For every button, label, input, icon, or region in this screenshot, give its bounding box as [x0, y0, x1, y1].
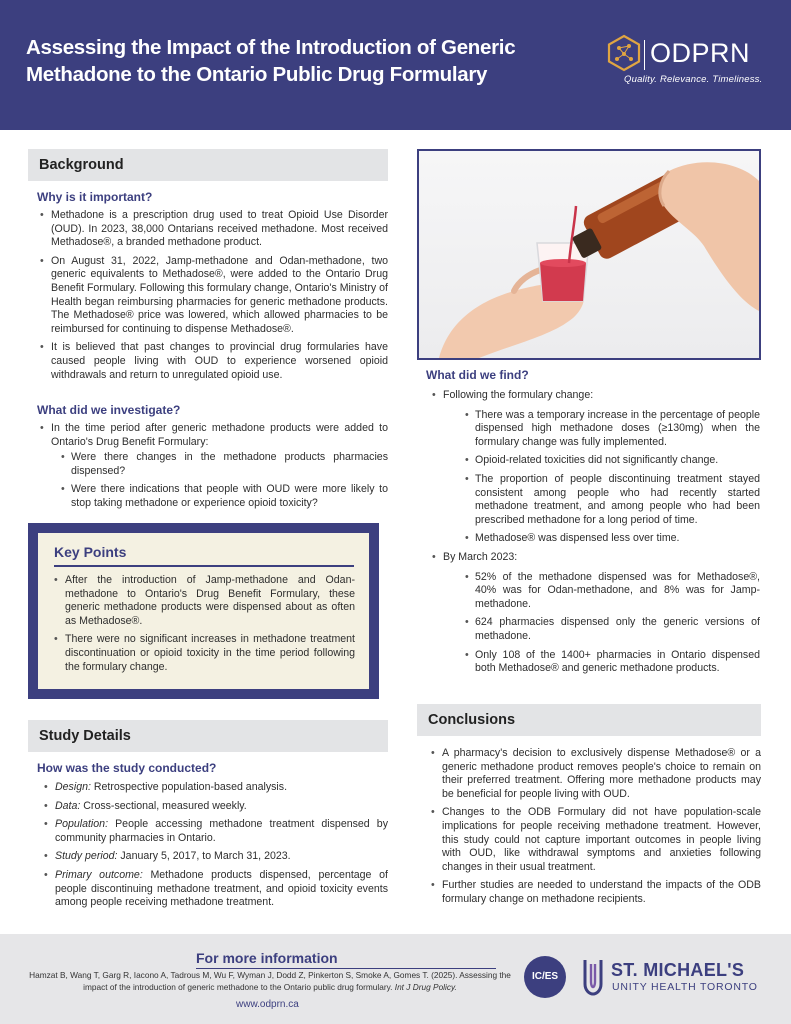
study-item: [44, 850, 388, 864]
why-heading: Why is it important?: [37, 190, 153, 204]
study-item-text: Retrospective population-based analysis.: [90, 781, 288, 793]
findings-sublist: [465, 409, 760, 546]
why-list: [40, 209, 388, 382]
ices-logo: IC/ES: [524, 956, 566, 998]
finding-item: • 52% of the methadone dispensed was for Methadose®, 40% was for Odan-methadone, and 8% was for Jamp-methadone.: [465, 571, 760, 612]
key-points-list: [54, 574, 355, 674]
study-item-text: People accessing methadone treatment dispensed by community pharmacies in Ontario.: [55, 818, 388, 844]
footer-url-link[interactable]: www.odprn.ca: [236, 999, 299, 1010]
citation-text: Hamzat B, Wang T, Garg R, Iacono A, Tadrous M, Wu F, Wyman J, Dodd Z, Pinkerton S, Smoke A, Gomes T. (2025). Assessing the impact of the introduction of generic methadone to the Ontario public drug formulary.: [29, 970, 511, 992]
findings-group: [432, 551, 760, 676]
key-points-heading: Key Points: [54, 544, 127, 560]
footer-citation: [20, 970, 520, 993]
study-item-label: Design:: [55, 781, 91, 793]
key-point-item: • After the introduction of Jamp-methadone and Odan-methadone to Ontario's Drug Benefit Formulary, these generic methadone products were dispensed about as often as Methadose®.: [54, 574, 355, 628]
footer-title: For more information: [196, 950, 338, 966]
study-item-label: Data:: [55, 799, 81, 812]
conclusions-heading-bar: [417, 704, 761, 736]
why-item: • It is believed that past changes to provincial drug formularies have caused people living with OUD to experience worsened opioid withdrawals and return to unregulated opioid use.: [40, 341, 388, 382]
title-line-1: Assessing the Impact of the Introduction of Generic: [26, 36, 516, 59]
finding-item: • Only 108 of the 1400+ pharmacies in Ontario dispensed both Methadose® and generic methadone products.: [465, 649, 760, 676]
study-item: [44, 800, 388, 814]
findings-group-intro: Following the formulary change:: [443, 389, 594, 401]
finding-item: • There was a temporary increase in the percentage of people dispensed high methadone doses (≥130mg) when the formulary change was fully implemented.: [465, 409, 760, 450]
conclusion-item: • Changes to the ODB Formulary did not have population-scale implications for people receiving methadone treatment. However, this study could not capture important outcomes in people living with OUD, like withdrawal symptoms and anxieties following changes in their usual treatment.: [431, 806, 761, 874]
st-michaels-icon: [581, 958, 605, 996]
study-item: [44, 818, 388, 845]
study-item-text: Cross-sectional, measured weekly.: [80, 799, 247, 812]
background-heading-bar: [28, 149, 388, 181]
page-header: [0, 0, 791, 130]
logo-tagline: Quality. Relevance. Timeliness.: [624, 74, 763, 85]
key-points-box: [28, 523, 379, 699]
investigate-item: [40, 422, 388, 511]
study-item-label: Primary outcome:: [55, 868, 143, 881]
conclusions-list: [431, 747, 761, 907]
findings-list: [432, 389, 760, 676]
study-item: [44, 869, 388, 910]
methadone-dose-photo: [417, 149, 761, 360]
finding-item: • The proportion of people discontinuing treatment stayed consistent among people who had recently started methadone treatment, and among people who had been prescribed methadone for a long period of time.: [465, 473, 760, 527]
logo-divider: [644, 40, 645, 70]
study-item-label: Study period:: [55, 850, 118, 863]
citation-journal: Int J Drug Policy.: [394, 981, 457, 992]
conclusion-item: • A pharmacy's decision to exclusively dispense Methadose® or a generic methadone product removes people's choice to remain on their preferred treatment. Offering more methadone products may be beneficial for people living with OUD.: [431, 747, 761, 801]
finding-item: • 624 pharmacies dispensed only the generic versions of methadone.: [465, 616, 760, 643]
findings-group-intro: By March 2023:: [443, 550, 518, 563]
study-item-text: Methadone products dispensed, percentage of people discontinuing methadone treatment, and opioid toxicity events among people receiving methadone treatment.: [55, 868, 388, 909]
unity-health-name: UNITY HEALTH TORONTO: [612, 981, 758, 993]
study-item: [44, 781, 388, 795]
investigate-list: [40, 422, 388, 511]
findings-sublist: [465, 571, 760, 676]
pouring-medicine-illustration: [419, 151, 759, 358]
title-line-2: Methadone to the Ontario Public Drug Formulary: [26, 63, 488, 86]
page-footer: [0, 934, 791, 1024]
page-title: [26, 34, 566, 88]
why-item: • Methadone is a prescription drug used to treat Opioid Use Disorder (OUD). In 2023, 38,000 Ontarians received methadone. Most received Methadose®, a branded methadone product.: [40, 209, 388, 250]
study-heading-bar: [28, 720, 388, 752]
investigate-intro: In the time period after generic methadone products were added to Ontario's Drug Benefit Formulary:: [51, 422, 388, 448]
why-item: • On August 31, 2022, Jamp-methadone and Odan-methadone, two generic equivalents to Methadose®, were added to the Ontario Drug Benefit Formulary. Following this formulary change, Ontario's Ministry of Health began reimbursing pharmacies for generic methadone products. The Methadose® price was lowered, which allowed pharmacies to be reimbursed for continuing to dispense Methadose®.: [40, 255, 388, 337]
finding-item: • Methadose® was dispensed less over time.: [465, 532, 760, 546]
logo-text: ODPRN: [650, 38, 751, 68]
key-points-rule: [54, 565, 354, 567]
background-heading: Background: [39, 157, 124, 173]
footer-rule: [196, 968, 496, 969]
investigate-sublist: [61, 451, 388, 510]
findings-group: [432, 389, 760, 546]
conclusions-heading: Conclusions: [428, 712, 516, 728]
conclusion-item: • Further studies are needed to understand the impacts of the ODB formulary change on methadone recipients.: [431, 879, 761, 906]
study-list: [44, 781, 388, 910]
study-heading: Study Details: [39, 728, 131, 744]
st-michaels-name: ST. MICHAEL'S: [611, 960, 745, 980]
findings-heading: What did we find?: [426, 368, 529, 382]
network-hexagon-icon: [606, 34, 642, 72]
how-heading: How was the study conducted?: [37, 761, 217, 775]
investigate-heading: What did we investigate?: [37, 403, 181, 417]
investigate-subitem: • Were there indications that people with OUD were more likely to stop taking methadone or experience opioid toxicity?: [61, 483, 388, 510]
odprn-logo: [606, 34, 766, 94]
investigate-subitem: • Were there changes in the methadone products pharmacies dispensed?: [61, 451, 388, 478]
key-point-item: • There were no significant increases in methadone treatment discontinuation or opioid toxicity in the time period following the formulary change.: [54, 633, 355, 674]
key-points-panel: [38, 533, 369, 689]
finding-item: • Opioid-related toxicities did not significantly change.: [465, 454, 760, 468]
study-item-text: January 5, 2017, to March 31, 2023.: [117, 850, 291, 863]
study-item-label: Population:: [55, 818, 109, 831]
